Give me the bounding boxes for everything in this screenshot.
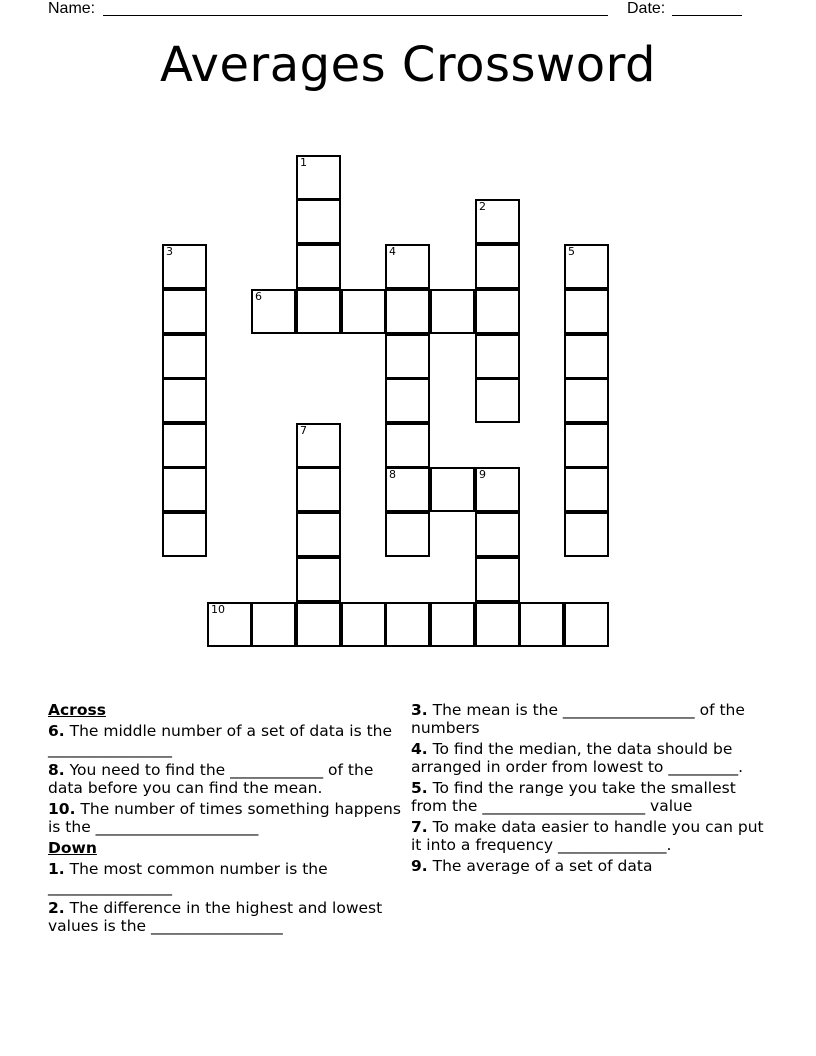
clue-number: 1 xyxy=(300,156,307,169)
grid-cell[interactable] xyxy=(296,557,341,602)
grid-cell[interactable] xyxy=(564,467,609,512)
clues-left-column xyxy=(48,701,404,938)
grid-cell[interactable] xyxy=(430,467,475,512)
down-clue-2 xyxy=(48,899,404,935)
across-clue-10 xyxy=(48,800,404,836)
grid-cell[interactable] xyxy=(564,423,609,468)
name-label: Name: xyxy=(48,0,96,17)
grid-cell[interactable] xyxy=(519,602,564,647)
grid-cell[interactable] xyxy=(162,512,207,557)
down-heading: Down xyxy=(48,839,97,857)
page-title: Averages Crossword xyxy=(160,37,656,93)
across-clue-6 xyxy=(48,722,404,758)
grid-cell[interactable] xyxy=(475,557,520,602)
grid-cell[interactable] xyxy=(162,423,207,468)
grid-cell[interactable] xyxy=(296,423,341,468)
grid-cell[interactable] xyxy=(564,512,609,557)
grid-cell[interactable] xyxy=(475,602,520,647)
grid-cell[interactable] xyxy=(341,602,386,647)
clue-number: 2 xyxy=(479,200,486,213)
grid-cell[interactable] xyxy=(564,289,609,334)
grid-cell[interactable] xyxy=(564,334,609,379)
clue-text: You need to find the ____________ of the data before you can find the mean. xyxy=(48,761,374,797)
clue-num: 5. xyxy=(411,779,428,797)
across-clue-8 xyxy=(48,761,404,797)
grid-cell[interactable] xyxy=(475,378,520,423)
clue-num: 6. xyxy=(48,722,65,740)
down-clue-4 xyxy=(411,740,771,776)
grid-cell[interactable] xyxy=(385,512,430,557)
grid-cell[interactable] xyxy=(564,378,609,423)
clue-num: 7. xyxy=(411,818,428,836)
grid-cell[interactable] xyxy=(296,512,341,557)
grid-cell[interactable] xyxy=(296,602,341,647)
clue-text: To find the range you take the smallest from the _____________________ value xyxy=(411,779,736,815)
grid-cell[interactable] xyxy=(296,244,341,289)
clue-num: 3. xyxy=(411,701,428,719)
clue-number: 7 xyxy=(300,424,307,437)
grid-cell[interactable] xyxy=(385,289,430,334)
grid-cell[interactable] xyxy=(475,512,520,557)
grid-cell[interactable] xyxy=(162,378,207,423)
grid-cell[interactable] xyxy=(385,334,430,379)
down-clue-3 xyxy=(411,701,771,737)
date-label: Date: xyxy=(627,0,666,17)
grid-cell[interactable] xyxy=(251,289,296,334)
clue-number: 5 xyxy=(568,245,575,258)
grid-cell[interactable] xyxy=(251,602,296,647)
clue-number: 3 xyxy=(166,245,173,258)
grid-cell[interactable] xyxy=(162,467,207,512)
grid-cell[interactable] xyxy=(162,289,207,334)
clue-num: 9. xyxy=(411,857,428,875)
clue-number: 9 xyxy=(479,468,486,481)
clue-num: 1. xyxy=(48,860,65,878)
grid-cell[interactable] xyxy=(430,289,475,334)
grid-cell[interactable] xyxy=(162,244,207,289)
grid-cell[interactable] xyxy=(385,467,430,512)
grid-cell[interactable] xyxy=(475,199,520,244)
grid-cell[interactable] xyxy=(475,467,520,512)
grid-cell[interactable] xyxy=(475,334,520,379)
clue-text: The number of times something happens is the _____________________ xyxy=(48,800,401,836)
down-clue-9 xyxy=(411,857,771,875)
clue-num: 2. xyxy=(48,899,65,917)
clue-text: The middle number of a set of data is the ________________ xyxy=(48,722,393,758)
grid-cell[interactable] xyxy=(341,289,386,334)
grid-cell[interactable] xyxy=(430,602,475,647)
down-clue-5 xyxy=(411,779,771,815)
grid-cell[interactable] xyxy=(296,155,341,200)
grid-cell[interactable] xyxy=(296,467,341,512)
clue-num: 8. xyxy=(48,761,65,779)
clue-text: The difference in the highest and lowest values is the _________________ xyxy=(48,899,383,935)
grid-cell[interactable] xyxy=(385,423,430,468)
clue-num: 10. xyxy=(48,800,76,818)
clue-text: The mean is the _________________ of the numbers xyxy=(411,701,745,737)
clue-num: 4. xyxy=(411,740,428,758)
clue-text: The average of a set of data xyxy=(432,857,653,875)
grid-cell[interactable] xyxy=(475,289,520,334)
clue-text: To make data easier to handle you can put it into a frequency ______________. xyxy=(411,818,764,854)
grid-cell[interactable] xyxy=(385,602,430,647)
down-clue-1 xyxy=(48,860,404,896)
grid-cell[interactable] xyxy=(385,244,430,289)
grid-cell[interactable] xyxy=(296,289,341,334)
grid-cell[interactable] xyxy=(207,602,252,647)
grid-cell[interactable] xyxy=(385,378,430,423)
grid-cell[interactable] xyxy=(564,244,609,289)
clues-right-column xyxy=(411,701,771,878)
grid-cell[interactable] xyxy=(564,602,609,647)
clue-text: To find the median, the data should be arranged in order from lowest to _________. xyxy=(411,740,743,776)
clue-number: 4 xyxy=(389,245,396,258)
grid-cell[interactable] xyxy=(162,334,207,379)
down-clue-7 xyxy=(411,818,771,854)
grid-cell[interactable] xyxy=(296,199,341,244)
grid-cell[interactable] xyxy=(475,244,520,289)
clue-number: 10 xyxy=(211,603,225,616)
clue-text: The most common number is the ________________ xyxy=(48,860,328,896)
across-heading: Across xyxy=(48,701,106,719)
clue-number: 8 xyxy=(389,468,396,481)
clue-number: 6 xyxy=(255,290,262,303)
